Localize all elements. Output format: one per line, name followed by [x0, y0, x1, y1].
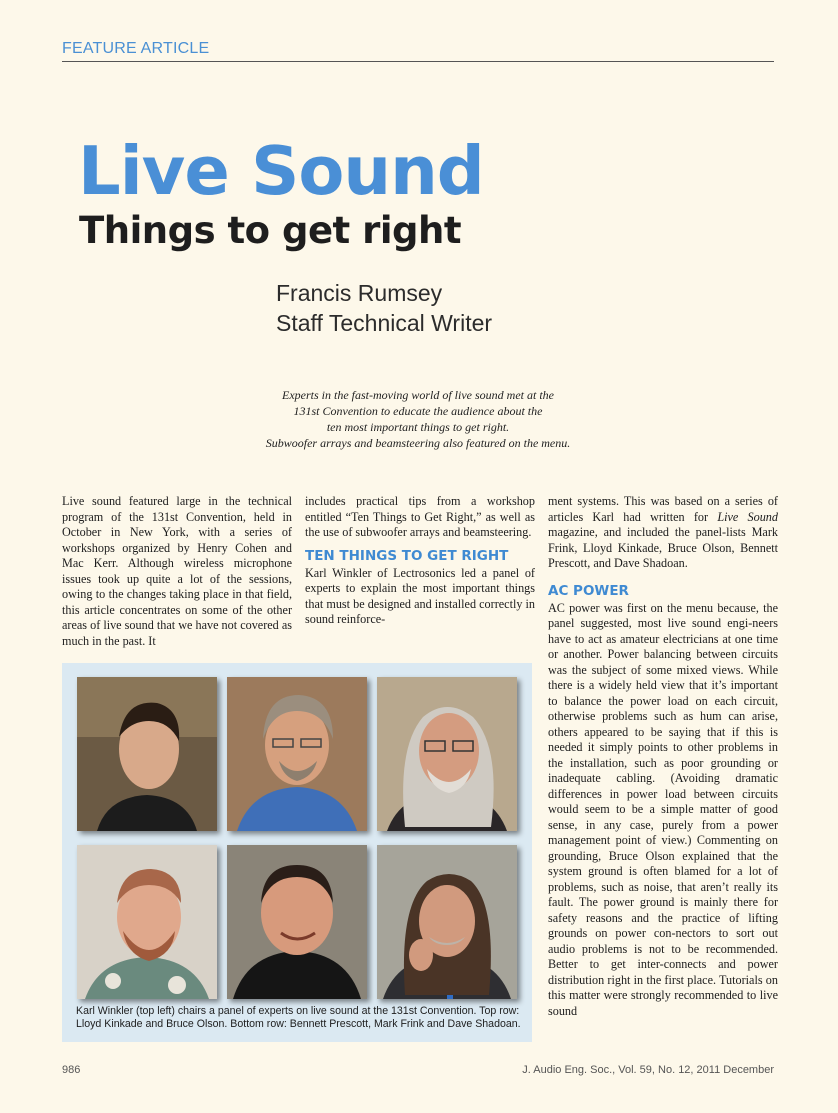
text-run: ment systems. This was based on a series of articles Karl had written for	[548, 494, 778, 524]
portrait-photo-karl-winkler	[77, 677, 217, 831]
abstract-line: ten most important things to get right.	[326, 420, 510, 434]
column-2	[305, 494, 535, 628]
abstract-line: 131st Convention to educate the audience about the	[293, 404, 543, 418]
paragraph: AC power was first on the menu because, the panel suggested, most live sound engi-neers have to act as amateur electricians at one time or another. Power balancing between circuits was the subject of some mixed views. While there is a widely held view that it’s important to balance the power load on each circuit, otherwise problems such as hum can arise, others appeared to be saying that if this is needed it simply points to other problems in the installation, such as poor grounding or inadequate cabling. (Avoiding dramatic differences in power load between circuits would seem to be a simple matter of good sense, in any case, purely from a power management point of view.) Commenting on grounding, Bruce Olson explained that the system ground is often blamed for a lot of problems, such as noise, that aren’t really its fault. The power ground is mainly there for safety reasons and the practice of lifting grounds on power con-nectors to sort out audio problems is not to be recommended. Better to get inter-connects and power distribution right in the first place. Tutorials on this matter were strongly recommended to live sound	[548, 600, 778, 1018]
photo-panel	[62, 663, 532, 1042]
article-title: Live Sound	[78, 132, 484, 210]
abstract	[220, 387, 616, 451]
text-run: magazine, and included the panel-lists Mark Frink, Lloyd Kinkade, Bruce Olson, Bennett Prescott, and Dave Shadoan.	[548, 525, 778, 570]
portrait-photo-lloyd-kinkade	[227, 677, 367, 831]
photo-caption: Karl Winkler (top left) chairs a panel of experts on live sound at the 131st Convention. Top row: Lloyd Kinkade and Bruce Olson. Bottom row: Bennett Prescott, Mark Frink and Dave Shadoan.	[76, 1005, 521, 1030]
abstract-line: Experts in the fast-moving world of live sound met at the	[282, 388, 554, 402]
section-label: FEATURE ARTICLE	[62, 40, 210, 57]
page-number: 986	[62, 1064, 81, 1076]
portrait-photo-bennett-prescott	[77, 845, 217, 999]
section-heading: TEN THINGS TO GET RIGHT	[305, 547, 509, 564]
author-name: Francis Rumsey	[276, 280, 443, 306]
portrait-photo-bruce-olson	[377, 677, 517, 831]
column-3	[548, 494, 778, 1019]
paragraph: includes practical tips from a workshop entitled “Ten Things to Get Right,” as well as the use of subwoofer arrays and beamsteering.	[305, 494, 535, 539]
magazine-title: Live Sound	[717, 509, 778, 524]
paragraph	[548, 494, 778, 572]
portrait-photo-dave-shadoan	[377, 845, 517, 999]
author-block	[276, 278, 492, 338]
paragraph: Live sound featured large in the technical program of the 131st Convention, held in October in New York, with a series of workshops organized by Henry Cohen and Mac Kerr. Although wireless microphone issues took up quite a lot of the sessions, owing to the changes taking place in that field, this article concentrates on some of the other areas of live sound that we have not covered as much in the past. It	[62, 494, 292, 648]
section-heading: AC POWER	[548, 582, 629, 599]
paragraph: Karl Winkler of Lectrosonics led a panel of experts to explain the most important things that must be designed and installed correctly in sound reinforce-	[305, 565, 535, 626]
journal-citation: J. Audio Eng. Soc., Vol. 59, No. 12, 2011 December	[522, 1064, 774, 1076]
header-rule	[62, 61, 774, 62]
author-role: Staff Technical Writer	[276, 310, 493, 336]
article-subtitle: Things to get right	[79, 209, 462, 252]
column-1	[62, 494, 292, 649]
portrait-photo-mark-frink	[227, 845, 367, 999]
abstract-line: Subwoofer arrays and beamsteering also featured on the menu.	[265, 436, 571, 450]
